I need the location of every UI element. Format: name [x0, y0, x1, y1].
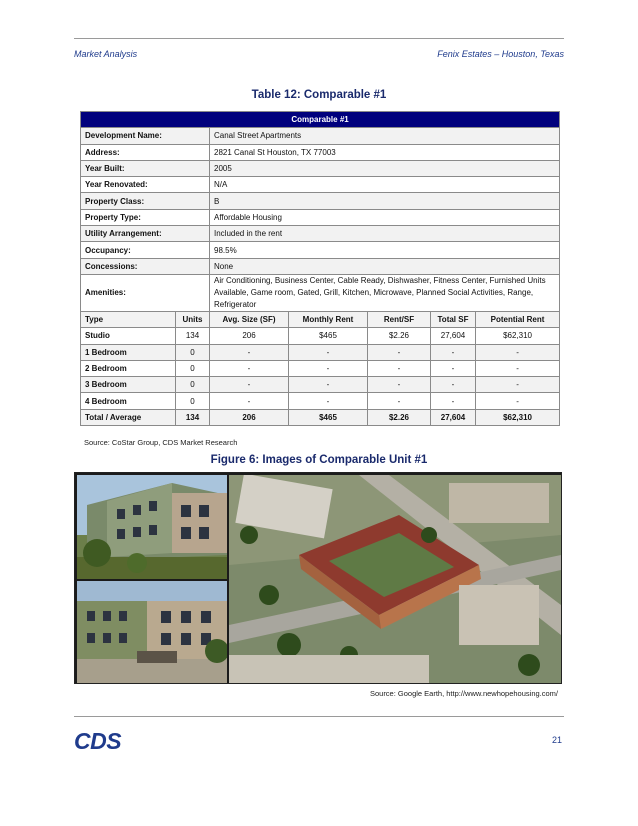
row-label: Year Built:: [81, 160, 210, 176]
cell: -: [210, 360, 289, 376]
row-value: N/A: [210, 177, 560, 193]
page-number: 21: [551, 735, 562, 745]
table-row: [81, 274, 560, 311]
cell: -: [431, 360, 476, 376]
header-left: Market Analysis: [74, 49, 138, 59]
cell: 206: [210, 409, 289, 425]
cell: -: [431, 377, 476, 393]
total-row: [81, 409, 560, 425]
row-value: 98.5%: [210, 242, 560, 258]
cell: -: [210, 344, 289, 360]
row-value: 2005: [210, 160, 560, 176]
row-value: 2821 Canal St Houston, TX 77003: [210, 144, 560, 160]
cell: 134: [176, 409, 210, 425]
row-value: None: [210, 258, 560, 274]
cell: -: [476, 393, 560, 409]
row-value: B: [210, 193, 560, 209]
figure-title: Figure 6: Images of Comparable Unit #1: [210, 454, 428, 466]
cell: 1 Bedroom: [81, 344, 176, 360]
cell: 206: [210, 328, 289, 344]
cds-logo: CDS: [74, 728, 122, 754]
row-value: Air Conditioning, Business Center, Cable Ready, Dishwasher, Fitness Center, Furnished Units Available, Game room, Gated, Grill, Kitchen, Microwave, Planned Social Activities, Range, Refrigerator: [210, 274, 560, 311]
table-row: [81, 144, 560, 160]
cell: 4 Bedroom: [81, 393, 176, 409]
cell: -: [289, 377, 368, 393]
comparable-photos: [74, 472, 562, 684]
cell: 134: [176, 328, 210, 344]
row-label: Concessions:: [81, 258, 210, 274]
table-row: [81, 258, 560, 274]
header-right: Fenix Estates – Houston, Texas: [437, 49, 564, 59]
cell: -: [289, 393, 368, 409]
row-label: Property Class:: [81, 193, 210, 209]
cell: -: [431, 393, 476, 409]
cell: $62,310: [476, 328, 560, 344]
col-header: Avg. Size (SF): [210, 311, 289, 327]
row-label: Occupancy:: [81, 242, 210, 258]
row-label: Year Renovated:: [81, 177, 210, 193]
cell: -: [210, 377, 289, 393]
row-value: Included in the rent: [210, 226, 560, 242]
cell: -: [476, 344, 560, 360]
row-label: Amenities:: [81, 274, 210, 311]
col-header: Total SF: [431, 311, 476, 327]
cell: 27,604: [431, 328, 476, 344]
unit-row: [81, 360, 560, 376]
col-header: Units: [176, 311, 210, 327]
table-row: [81, 226, 560, 242]
unit-header-row: [81, 311, 560, 327]
cell: $465: [289, 409, 368, 425]
table-head-row: [81, 112, 560, 128]
row-label: Development Name:: [81, 128, 210, 144]
table-row: [81, 177, 560, 193]
row-label: Property Type:: [81, 209, 210, 225]
building-exterior-photo: [77, 475, 227, 579]
table-row: [81, 128, 560, 144]
cell: 0: [176, 393, 210, 409]
cell: -: [476, 360, 560, 376]
col-header: Potential Rent: [476, 311, 560, 327]
row-label: Address:: [81, 144, 210, 160]
figure-source: Source: Google Earth, http://www.newhopehousing.com/: [369, 689, 558, 698]
col-header: Monthly Rent: [289, 311, 368, 327]
col-header: Type: [81, 311, 176, 327]
table-row: [81, 160, 560, 176]
cell: -: [368, 393, 431, 409]
comparable-table: [80, 111, 560, 426]
row-value: Canal Street Apartments: [210, 128, 560, 144]
courtyard-photo: [77, 581, 227, 683]
page-header: [74, 49, 564, 59]
cell: $62,310: [476, 409, 560, 425]
unit-row: [81, 393, 560, 409]
cell: $2.26: [368, 328, 431, 344]
table-title: Table 12: Comparable #1: [251, 89, 387, 101]
cell: 2 Bedroom: [81, 360, 176, 376]
table-row: [81, 242, 560, 258]
cell: -: [368, 360, 431, 376]
cell: 0: [176, 377, 210, 393]
row-label: Utility Arrangement:: [81, 226, 210, 242]
cell: -: [431, 344, 476, 360]
footer-rule: [74, 716, 564, 717]
cell: -: [368, 377, 431, 393]
table-head: Comparable #1: [81, 112, 560, 128]
cell: 0: [176, 360, 210, 376]
row-value: Affordable Housing: [210, 209, 560, 225]
cell: -: [210, 393, 289, 409]
cell: $465: [289, 328, 368, 344]
cell: $2.26: [368, 409, 431, 425]
unit-row: [81, 328, 560, 344]
cell: -: [368, 344, 431, 360]
unit-row: [81, 377, 560, 393]
cell: Studio: [81, 328, 176, 344]
unit-row: [81, 344, 560, 360]
aerial-view-photo: [229, 475, 561, 683]
cell: 0: [176, 344, 210, 360]
cell: Total / Average: [81, 409, 176, 425]
header-rule: [74, 38, 564, 39]
cell: -: [476, 377, 560, 393]
table-row: [81, 209, 560, 225]
cell: -: [289, 344, 368, 360]
table-source: Source: CoStar Group, CDS Market Research: [84, 438, 238, 447]
cell: 27,604: [431, 409, 476, 425]
cell: 3 Bedroom: [81, 377, 176, 393]
cell: -: [289, 360, 368, 376]
col-header: Rent/SF: [368, 311, 431, 327]
table-row: [81, 193, 560, 209]
